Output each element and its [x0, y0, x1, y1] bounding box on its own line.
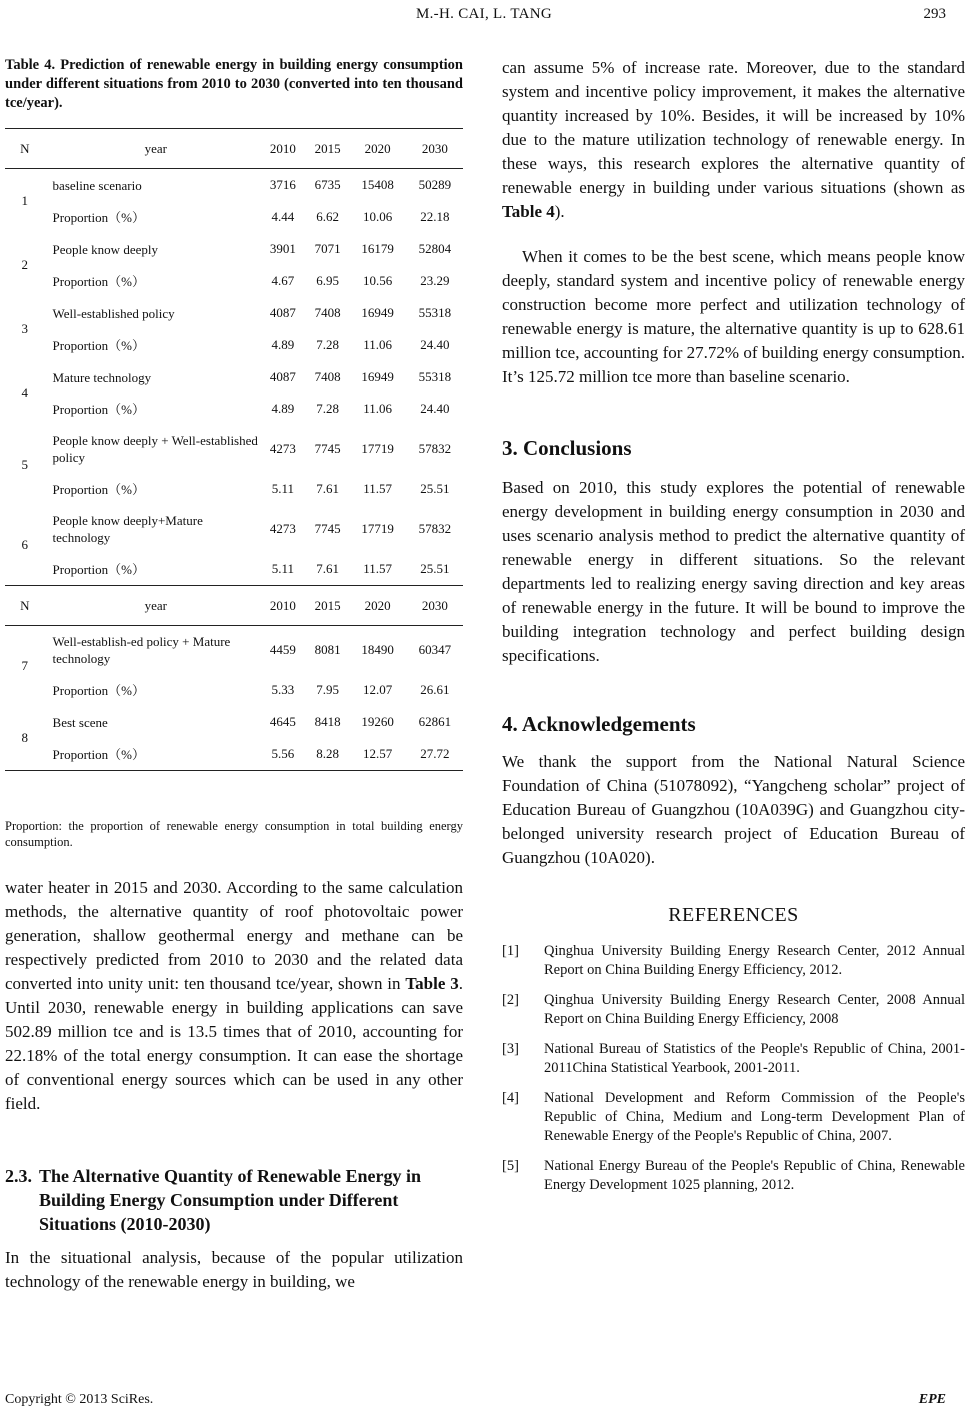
table-cell: 16179: [361, 241, 394, 256]
scenario-number: 3: [21, 321, 29, 336]
reference-item: [502, 1040, 965, 1078]
table-row: [5, 626, 463, 675]
table-cell: 6.95: [316, 273, 340, 288]
reference-number: [3]: [502, 1041, 519, 1057]
table-cell: 5.11: [271, 561, 295, 576]
table-row: [5, 706, 463, 738]
row-label: Proportion（%）: [52, 273, 145, 289]
row-label: Proportion（%）: [52, 481, 145, 497]
reference-text: National Energy Bureau of the People's Republic of China, Renewable Energy Development 1025 planning, 2012.: [544, 1158, 965, 1193]
table-reference: Table 4: [502, 202, 555, 221]
table-note: Proportion: the proportion of renewable energy consumption in total building energy consumption.: [5, 819, 463, 849]
reference-item: [502, 1157, 965, 1195]
prediction-table: [5, 128, 463, 771]
table-cell: 4645: [269, 714, 296, 729]
acknowledgements-paragraph: We thank the support from the National Natural Science Foundation of China (51078092), “Yangcheng scholar” project of Education Bureau of Guangzhou (10A039G) and Guangzhou city-belonged university research project of Education Bureau of Guangzhou (10A020).: [502, 752, 965, 867]
table-cell: 25.51: [420, 481, 450, 496]
right-paragraph-2: When it comes to be the best scene, which means people know deeply, standard system and incentive policy of renewable energy construction become more perfect and utilization technology of renewable energy is mature, the alternative quantity is up to 628.61 million tce, accounting for 27.72% of building energy consumption. It’s 125.72 million tce more than baseline scenario.: [502, 247, 965, 386]
row-label: baseline scenario: [52, 177, 142, 193]
column-header: N: [5, 586, 45, 626]
table-header-row: [5, 129, 463, 169]
column-header: 2030: [407, 586, 463, 626]
table-row: [5, 297, 463, 329]
table-cell: 62861: [418, 714, 452, 729]
table-cell: 8.28: [307, 738, 349, 771]
table-cell: 55318: [418, 369, 452, 384]
row-label: Proportion（%）: [52, 561, 145, 577]
table-cell: 4459: [269, 642, 296, 657]
table-cell: 7408: [314, 305, 341, 320]
table-cell: 7.61: [316, 481, 340, 496]
scenario-number: 4: [21, 385, 29, 400]
scenario-number: 2: [21, 257, 29, 272]
table-row: [5, 201, 463, 233]
table-cell: 57832: [418, 521, 452, 536]
table-cell: 18490: [361, 642, 394, 657]
table-row: [5, 738, 463, 771]
table-row: [5, 425, 463, 473]
scenario-number: 6: [21, 537, 29, 552]
reference-text: Qinghua University Building Energy Research Center, 2012 Annual Report on China Building Energy Efficiency, 2012.: [544, 943, 965, 978]
column-header: 2020: [348, 129, 406, 169]
column-header: 2015: [307, 129, 349, 169]
table-cell: 7.28: [316, 401, 340, 416]
reference-list: [502, 942, 965, 1206]
table-cell: 24.40: [420, 401, 450, 416]
table-row: [5, 233, 463, 265]
conclusions-paragraph: Based on 2010, this study explores the potential of renewable energy development in building energy consumption in 2030 and uses scenario analysis method to predict the alternative quantity of renewable energy in different situations. So the relevant departments led to realizing energy saving direction and key areas of renewable energy in the future. It will be bound to improve the building integration technology and perfect building design specifications.: [502, 478, 965, 665]
copyright-footer: Copyright © 2013 SciRes.: [5, 1392, 154, 1407]
row-label: People know deeply + Well-established policy: [52, 433, 258, 465]
table-cell: 10.06: [362, 209, 393, 224]
table-cell: 12.07: [362, 682, 393, 697]
column-header: 2020: [348, 586, 406, 626]
scenario-number: 8: [5, 706, 45, 771]
table-header-row: [5, 586, 463, 626]
row-label: Well-established policy: [52, 305, 175, 321]
table-caption: Table 4. Prediction of renewable energy in building energy consumption under different situations from 2010 to 2030 (converted into ten thousand tce/year).: [5, 57, 463, 111]
table-row: [5, 473, 463, 505]
journal-footer: EPE: [918, 1392, 946, 1407]
table-cell: 5.11: [271, 481, 295, 496]
table-cell: 26.61: [420, 682, 450, 697]
table-cell: 6735: [314, 177, 341, 192]
reference-item: [502, 1089, 965, 1146]
table-row: [5, 169, 463, 202]
running-header: M.-H. CAI, L. TANG: [416, 6, 552, 22]
left-paragraph-2: In the situational analysis, because of the popular utilization technology of the renewable energy in building, we: [5, 1248, 463, 1291]
row-label: Proportion（%）: [52, 401, 145, 417]
row-label: Mature technology: [52, 369, 152, 385]
table-cell: 7.61: [316, 561, 340, 576]
table-row: [5, 393, 463, 425]
reference-number: [2]: [502, 992, 519, 1008]
table-cell: 3716: [269, 177, 296, 192]
row-label: People know deeply: [52, 241, 158, 257]
row-label: Proportion（%）: [52, 337, 145, 353]
table-row: [5, 265, 463, 297]
row-label: Proportion（%）: [52, 209, 145, 225]
table-cell: 3901: [269, 241, 296, 256]
table-row: [5, 361, 463, 393]
table-cell: 11.06: [363, 401, 392, 416]
scenario-number: 7: [21, 658, 29, 673]
table-cell: 4087: [269, 305, 296, 320]
references-heading: REFERENCES: [668, 904, 799, 926]
column-header: 2030: [407, 129, 463, 169]
column-header: 2015: [307, 586, 349, 626]
table-cell: 25.51: [420, 561, 450, 576]
table-cell: 23.29: [420, 273, 450, 288]
reference-number: [5]: [502, 1158, 519, 1174]
table-cell: 27.72: [407, 738, 463, 771]
column-header: 2010: [259, 129, 307, 169]
table-cell: 16949: [361, 305, 394, 320]
reference-number: [1]: [502, 943, 519, 959]
page-number: 293: [923, 6, 946, 22]
reference-text: Qinghua University Building Energy Research Center, 2008 Annual Report on China Building Energy Efficiency, 2008: [544, 992, 965, 1027]
column-header: year: [45, 586, 259, 626]
table-cell: 4.89: [271, 337, 295, 352]
table-cell: 4.67: [271, 273, 295, 288]
table-cell: 15408: [361, 177, 394, 192]
table-cell: 11.57: [363, 481, 392, 496]
table-row: [5, 553, 463, 586]
table-cell: 7745: [314, 521, 341, 536]
row-label: Well-establish-ed policy + Mature technology: [52, 634, 231, 666]
section-heading-2-3: 2.3. The Alternative Quantity of Renewable Energy in Building Energy Consumption under Different Situations (2010-2030): [5, 1166, 421, 1234]
scenario-number: 5: [21, 457, 29, 472]
table-cell: 4.44: [271, 209, 295, 224]
left-paragraph-1: water heater in 2015 and 2030. According to the same calculation methods, the alternative quantity of roof photovoltaic power generation, shallow geothermal energy and methane can be respectively predicted from 2010 to 2030 and the related data converted into unity unit: ten thousand tce/year, shown in Table 3. Until 2030, renewable energy in building applications can save 502.89 million tce and is 13.5 times that of 2010, accounting for 22.18% of the total energy consumption. It can ease the shortage of conventional energy sources which can be used in any other field.: [5, 878, 463, 1113]
table-cell: 7408: [314, 369, 341, 384]
table-cell: 7745: [314, 441, 341, 456]
table-reference: Table 3: [405, 974, 459, 993]
scenario-number: 1: [21, 193, 29, 208]
table-cell: 22.18: [420, 209, 450, 224]
table-cell: 4.89: [271, 401, 295, 416]
column-header: 2010: [259, 586, 307, 626]
table-cell: 55318: [418, 305, 452, 320]
conclusions-heading: 3. Conclusions: [502, 436, 632, 460]
table-cell: 5.56: [259, 738, 307, 771]
table-cell: 7071: [314, 241, 341, 256]
row-label: Proportion（%）: [45, 738, 259, 771]
table-cell: 19260: [361, 714, 394, 729]
table-cell: 50289: [418, 177, 452, 192]
table-cell: 7.95: [316, 682, 340, 697]
table-cell: 4273: [269, 521, 296, 536]
table-row: [5, 505, 463, 553]
table-row: [5, 329, 463, 361]
row-label: Proportion（%）: [52, 682, 145, 698]
reference-text: National Development and Reform Commission of the People's Republic of China, Medium and Long-term Development Plan of Renewable Energy of the People's Republic of China, 2007.: [544, 1090, 965, 1144]
table-row: [5, 674, 463, 706]
table-cell: 6.62: [316, 209, 340, 224]
table-cell: 8418: [314, 714, 341, 729]
row-label: Best scene: [52, 714, 108, 730]
table-cell: 52804: [418, 241, 452, 256]
table-cell: 24.40: [420, 337, 450, 352]
column-header: year: [45, 129, 259, 169]
table-cell: 17719: [361, 441, 394, 456]
reference-item: [502, 942, 965, 980]
table-cell: 60347: [418, 642, 452, 657]
table-cell: 10.56: [362, 273, 393, 288]
table-cell: 17719: [361, 521, 394, 536]
reference-text: National Bureau of Statistics of the People's Republic of China, 2001-2011China Statistical Yearbook, 2001-2011.: [544, 1041, 965, 1076]
column-header: N: [5, 129, 45, 169]
acknowledgements-heading: 4. Acknowledgements: [502, 712, 696, 736]
table-cell: 57832: [418, 441, 452, 456]
table-cell: 4273: [269, 441, 296, 456]
right-paragraph-1: can assume 5% of increase rate. Moreover, due to the standard system and incentive policy improvement, it makes the alternative quantity increased by 10%. Besides, it will be increased by 10% due to the mature utilization technology of renewable energy. In these ways, this research explores the alternative quantity of renewable energy in building under various situations (shown as Table 4).: [502, 58, 965, 221]
table-cell: 5.33: [271, 682, 295, 697]
table-cell: 7.28: [316, 337, 340, 352]
row-label: People know deeply+Mature technology: [52, 513, 203, 545]
table-cell: 4087: [269, 369, 296, 384]
table-cell: 12.57: [348, 738, 406, 771]
table-cell: 11.06: [363, 337, 392, 352]
table-cell: 11.57: [363, 561, 392, 576]
reference-item: [502, 991, 965, 1029]
table-cell: 8081: [314, 642, 341, 657]
reference-number: [4]: [502, 1090, 519, 1106]
table-cell: 16949: [361, 369, 394, 384]
